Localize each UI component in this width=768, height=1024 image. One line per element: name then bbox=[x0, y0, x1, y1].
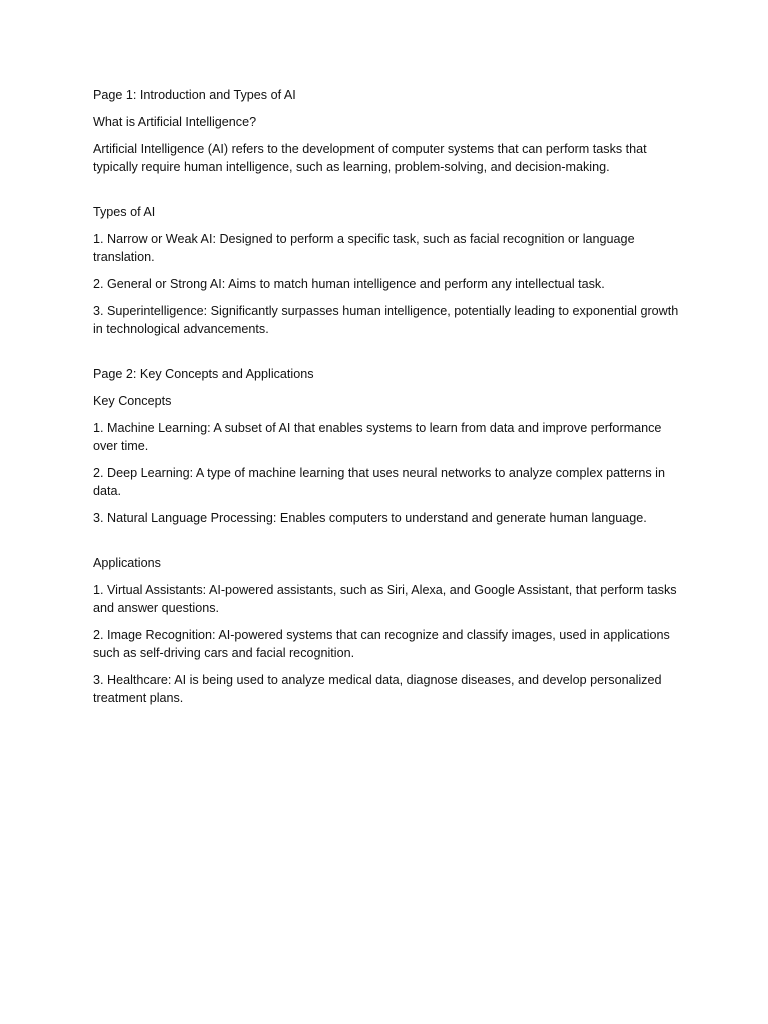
applications-heading: Applications bbox=[93, 556, 161, 570]
section-spacer bbox=[93, 185, 683, 203]
page1-heading: Page 1: Introduction and Types of AI bbox=[93, 88, 296, 102]
key-concept-item: 1. Machine Learning: A subset of AI that enables systems to learn from data and improve performance over time. bbox=[93, 421, 662, 453]
key-concept-item: 3. Natural Language Processing: Enables computers to understand and generate human language. bbox=[93, 511, 647, 525]
key-concept-item: 2. Deep Learning: A type of machine learning that uses neural networks to analyze complex patterns in data. bbox=[93, 466, 665, 498]
type-item: 2. General or Strong AI: Aims to match human intelligence and perform any intellectual task. bbox=[93, 277, 605, 291]
section-spacer bbox=[93, 536, 683, 554]
application-item: 1. Virtual Assistants: AI-powered assistants, such as Siri, Alexa, and Google Assistant, that perform tasks and answer questions. bbox=[93, 583, 677, 615]
type-item: 3. Superintelligence: Significantly surpasses human intelligence, potentially leading to exponential growth in technological advancements. bbox=[93, 304, 679, 336]
key-concepts-heading: Key Concepts bbox=[93, 394, 172, 408]
document-body bbox=[93, 86, 683, 716]
page2-heading: Page 2: Key Concepts and Applications bbox=[93, 367, 314, 381]
types-of-ai-heading: Types of AI bbox=[93, 205, 156, 219]
application-item: 3. Healthcare: AI is being used to analyze medical data, diagnose diseases, and develop personalized treatment plans. bbox=[93, 673, 662, 705]
application-item: 2. Image Recognition: AI-powered systems that can recognize and classify images, used in applications such as self-driving cars and facial recognition. bbox=[93, 628, 670, 660]
what-is-ai-heading: What is Artificial Intelligence? bbox=[93, 115, 257, 129]
section-spacer bbox=[93, 347, 683, 365]
what-is-ai-paragraph: Artificial Intelligence (AI) refers to the development of computer systems that can perform tasks that typically require human intelligence, such as learning, problem-solving, and decision-making. bbox=[93, 142, 647, 174]
type-item: 1. Narrow or Weak AI: Designed to perform a specific task, such as facial recognition or language translation. bbox=[93, 232, 635, 264]
